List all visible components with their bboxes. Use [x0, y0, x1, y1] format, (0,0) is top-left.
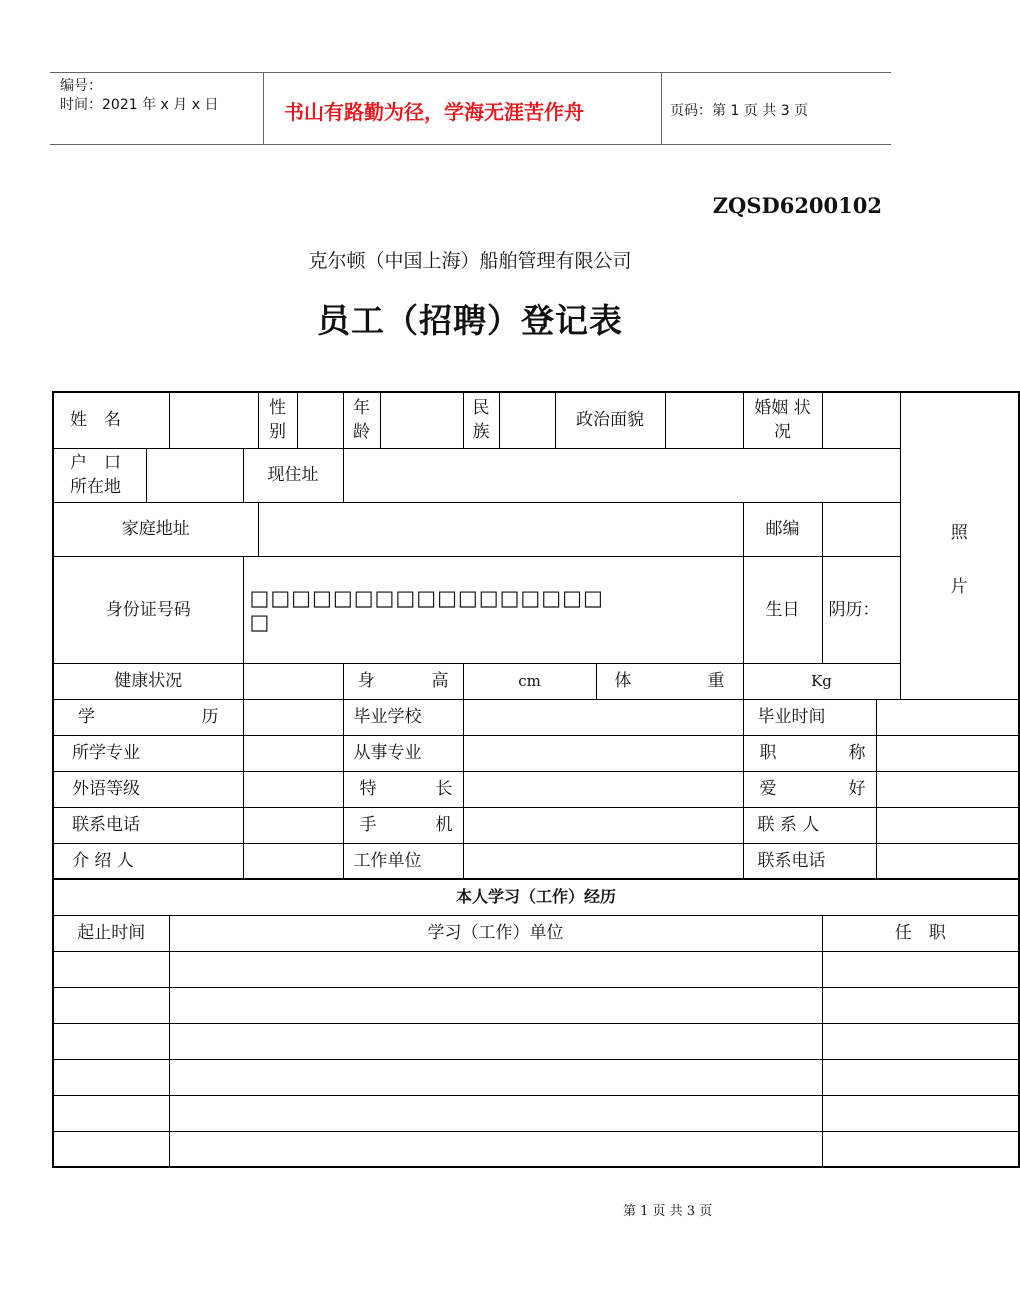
field-id-number[interactable]: [243, 556, 743, 663]
history-heading: 本人学习（工作）经历: [53, 879, 1019, 915]
label-language: 外语等级: [53, 771, 243, 807]
label-health: 健康状况: [53, 663, 243, 699]
field-job-title[interactable]: [876, 735, 1019, 771]
history-cell-position[interactable]: [822, 1095, 1019, 1131]
label-skill: 特 长: [343, 771, 463, 807]
label-weight: 体 重: [596, 663, 743, 699]
document-code: ZQSD6200102: [712, 193, 882, 218]
field-profession[interactable]: [463, 735, 743, 771]
header-number-label: 编号：: [60, 78, 102, 94]
field-work-unit[interactable]: [463, 843, 743, 879]
header-page-label: 页码：第 1 页 共 3 页: [670, 103, 809, 119]
history-cell-position[interactable]: [822, 1023, 1019, 1059]
field-skill[interactable]: [463, 771, 743, 807]
label-birthday: 生日: [743, 556, 822, 663]
history-col-position: 任 职: [822, 915, 1019, 951]
field-gender[interactable]: [297, 392, 343, 448]
label-school: 毕业学校: [343, 699, 463, 735]
history-col-period: 起止时间: [53, 915, 169, 951]
label-education: 学 历: [53, 699, 243, 735]
history-cell-unit[interactable]: [169, 951, 822, 987]
field-hukou[interactable]: [146, 448, 243, 502]
photo-box[interactable]: [900, 392, 1019, 699]
footer-page-number: 第 1 页 共 3 页: [623, 1204, 713, 1219]
photo-label-2: 片: [950, 577, 968, 597]
label-name: 姓 名: [53, 392, 169, 448]
field-contact-phone-2[interactable]: [876, 843, 1019, 879]
field-ethnicity[interactable]: [499, 392, 555, 448]
field-mobile[interactable]: [463, 807, 743, 843]
label-id-number: 身份证号码: [53, 556, 243, 663]
registration-form: [52, 391, 1020, 1168]
history-cell-period[interactable]: [53, 1023, 169, 1059]
label-hobby: 爱 好: [743, 771, 876, 807]
history-row: [53, 1023, 1019, 1059]
label-marital: 婚姻 状况: [743, 392, 822, 448]
label-profession: 从事专业: [343, 735, 463, 771]
history-cell-position[interactable]: [822, 1131, 1019, 1167]
label-hukou: 户 口 所在地: [53, 448, 146, 502]
field-hobby[interactable]: [876, 771, 1019, 807]
field-language[interactable]: [243, 771, 343, 807]
photo-label-1: 照: [950, 523, 968, 543]
field-postcode[interactable]: [822, 502, 900, 556]
label-height: 身 高: [343, 663, 463, 699]
history-row: [53, 1059, 1019, 1095]
field-grad-time[interactable]: [876, 699, 1019, 735]
unit-kg: Kg: [743, 663, 900, 699]
label-major: 所学专业: [53, 735, 243, 771]
company-name: 克尔顿（中国上海）船舶管理有限公司: [308, 250, 632, 272]
history-cell-period[interactable]: [53, 1095, 169, 1131]
history-col-unit: 学习（工作）单位: [169, 915, 822, 951]
field-name[interactable]: [169, 392, 258, 448]
label-work-unit: 工作单位: [343, 843, 463, 879]
header-divider-1: [263, 72, 264, 145]
header-top-rule: [50, 72, 891, 73]
label-referrer: 介 绍 人: [53, 843, 243, 879]
lunar-label: 阴历：: [828, 599, 880, 620]
history-cell-unit[interactable]: [169, 987, 822, 1023]
label-contact-phone: 联系电话: [53, 807, 243, 843]
id-boxes-row-2: □: [249, 609, 271, 634]
field-school[interactable]: [463, 699, 743, 735]
history-cell-unit[interactable]: [169, 1095, 822, 1131]
history-cell-unit[interactable]: [169, 1023, 822, 1059]
history-cell-unit[interactable]: [169, 1131, 822, 1167]
history-cell-position[interactable]: [822, 1059, 1019, 1095]
field-marital[interactable]: [822, 392, 900, 448]
label-age: 年 龄: [343, 392, 380, 448]
label-contact-person: 联 系 人: [743, 807, 876, 843]
label-home-address: 家庭地址: [53, 502, 258, 556]
history-cell-period[interactable]: [53, 951, 169, 987]
history-cell-period[interactable]: [53, 987, 169, 1023]
field-contact-person[interactable]: [876, 807, 1019, 843]
history-cell-position[interactable]: [822, 987, 1019, 1023]
field-major[interactable]: [243, 735, 343, 771]
label-current-address: 现住址: [243, 448, 343, 502]
history-cell-period[interactable]: [53, 1059, 169, 1095]
history-row: [53, 1131, 1019, 1167]
field-contact-phone[interactable]: [243, 807, 343, 843]
history-row: [53, 1095, 1019, 1131]
field-education[interactable]: [243, 699, 343, 735]
header-time-label: 时间：2021 年 x 月 x 日: [60, 97, 219, 113]
label-ethnicity: 民 族: [463, 392, 499, 448]
field-home-address[interactable]: [258, 502, 743, 556]
label-postcode: 邮编: [743, 502, 822, 556]
field-age[interactable]: [380, 392, 463, 448]
history-row: [53, 987, 1019, 1023]
label-political: 政治面貌: [555, 392, 665, 448]
history-cell-unit[interactable]: [169, 1059, 822, 1095]
header-bottom-rule: [50, 144, 891, 145]
history-cell-period[interactable]: [53, 1131, 169, 1167]
field-political[interactable]: [665, 392, 743, 448]
label-gender: 性 别: [258, 392, 297, 448]
field-current-address[interactable]: [343, 448, 900, 502]
field-health[interactable]: [243, 663, 343, 699]
unit-cm: cm: [463, 663, 596, 699]
id-boxes-row-1: □□□□□□□□□□□□□□□□□: [249, 585, 604, 610]
page-title: 员工（招聘）登记表: [317, 301, 623, 340]
label-contact-phone-2: 联系电话: [743, 843, 876, 879]
label-grad-time: 毕业时间: [743, 699, 876, 735]
label-job-title: 职 称: [743, 735, 876, 771]
field-birthday[interactable]: [822, 556, 900, 663]
field-referrer[interactable]: [243, 843, 343, 879]
header-motto: 书山有路勤为径，学海无涯苦作舟: [284, 100, 584, 124]
history-cell-position[interactable]: [822, 951, 1019, 987]
header-divider-2: [661, 72, 662, 145]
history-row: [53, 951, 1019, 987]
label-mobile: 手 机: [343, 807, 463, 843]
